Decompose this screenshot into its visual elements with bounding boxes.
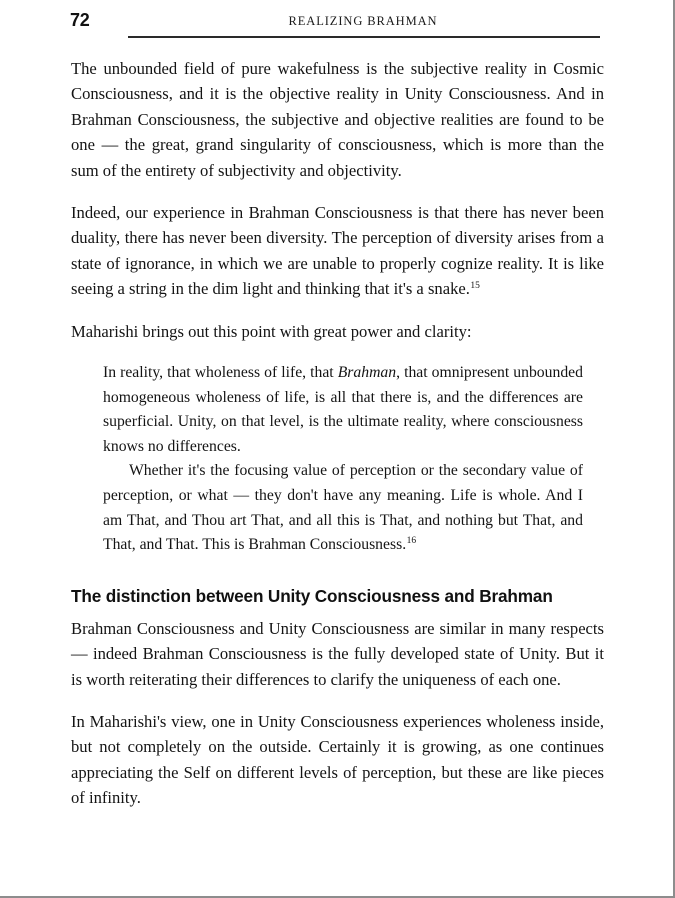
page-number: 72	[70, 10, 90, 30]
running-head-title: REALIZING BRAHMAN	[288, 14, 438, 28]
quote-text-before-italic: In reality, that wholeness of life, that	[103, 364, 338, 382]
quote-text-after-italic: , that omnipresent unbounded homogeneous wholeness of life, is all that there is, and the differences are superficial. Unity, on that level, is the ultimate reality, where consciousness knows no differences.	[103, 364, 583, 455]
paragraph-maharishi-intro: Maharishi brings out this point with great power and clarity:	[71, 321, 472, 341]
text-column	[71, 56, 604, 811]
header-divider	[128, 36, 600, 38]
quote-italic-brahman: Brahman	[337, 364, 397, 382]
footnote-marker-15: 15	[470, 280, 480, 291]
paragraph-indeed-experience	[71, 200, 604, 302]
quote-paragraph-in-reality	[103, 361, 583, 459]
paragraph-maharishi-view: In Maharishi's view, one in Unity Consciousness experiences wholeness inside, but not completely on the outside. Certainly it is growing, as one continues appreciating the Self on different levels of perception, but these are like pieces of infinity.	[71, 712, 604, 808]
paragraph-indeed-experience-text: Indeed, our experience in Brahman Consciousness is that there has never been duality, there has never been diversity. The perception of diversity arises from a state of ignorance, in which we are unable to properly cognize reality. It is like seeing a string in the dim light and thinking that it's a snake.	[71, 203, 604, 299]
section-heading-distinction: The distinction between Unity Consciousness and Brahman	[71, 585, 553, 606]
paragraph-unbounded-field: The unbounded field of pure wakefulness is the subjective reality in Cosmic Consciousness, and it is the objective reality in Unity Consciousness. And in Brahman Consciousness, the subjective and objective realities are found to be one — the great, grand singularity of consciousness, which is more than the sum of the entirety of subjectivity and objectivity.	[71, 59, 604, 180]
block-quote	[71, 361, 604, 558]
footnote-marker-16: 16	[406, 535, 417, 546]
running-head	[0, 8, 673, 42]
paragraph-brahman-unity-similar: Brahman Consciousness and Unity Consciousness are similar in many respects — indeed Brahman Consciousness is the fully developed state of Unity. But it is worth reiterating their differences to clarify the uniqueness of each one.	[71, 618, 604, 689]
quote-paragraph-whether-text: Whether it's the focusing value of perception or the secondary value of perception, or what — they don't have any meaning. Life is whole. And I am That, and Thou art That, and all this is That, and nothing but That, and That, and That. This is Brahman Consciousness.	[103, 462, 583, 554]
quote-paragraph-whether	[103, 459, 583, 557]
